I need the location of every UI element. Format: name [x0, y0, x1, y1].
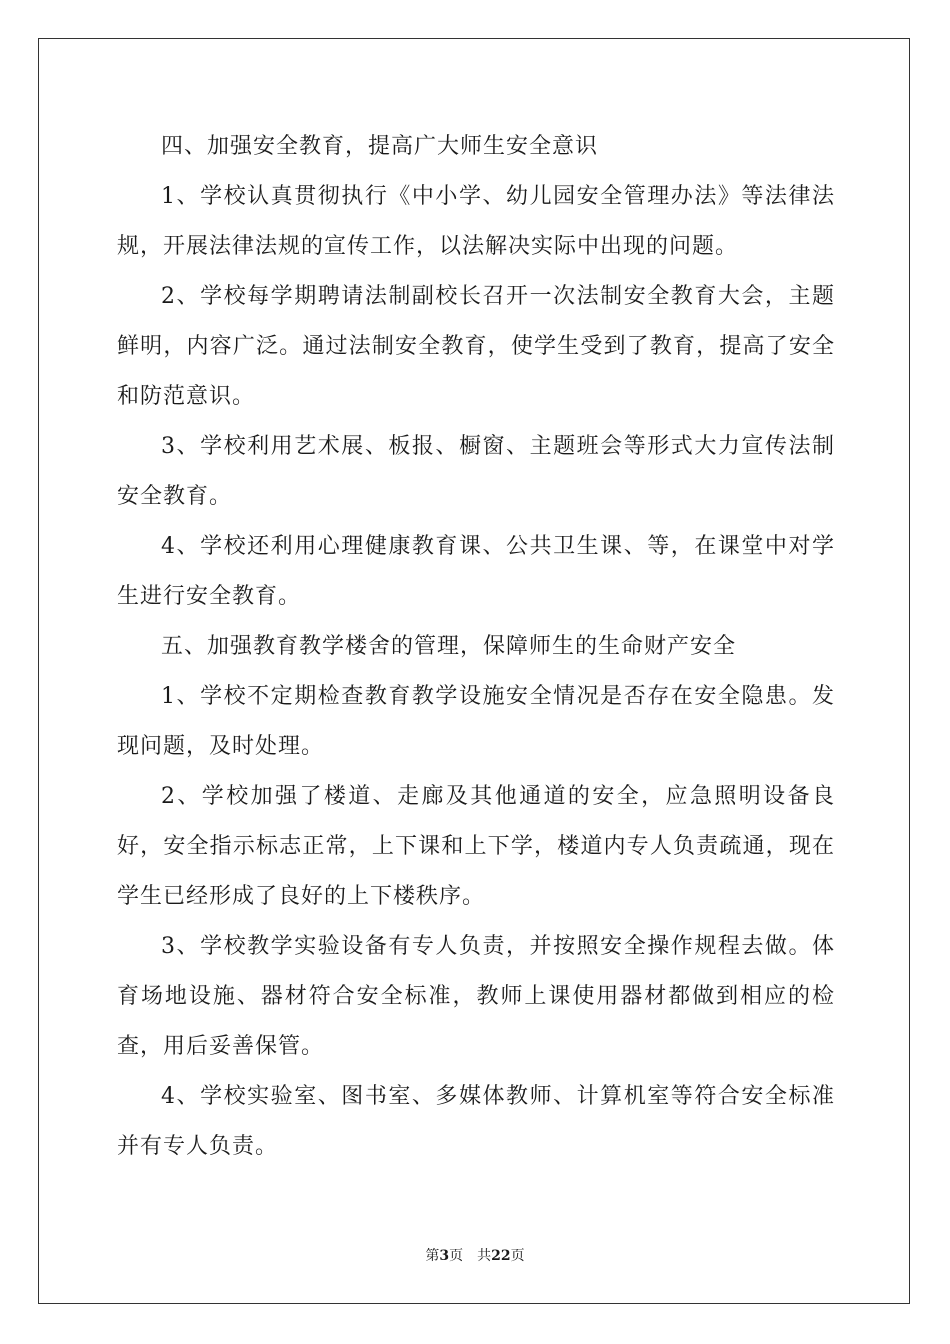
paragraph: 1、学校不定期检查教育教学设施安全情况是否存在安全隐患。发现问题，及时处理。 [117, 684, 835, 759]
page-suffix: 页 [449, 1248, 464, 1264]
paragraph: 3、学校教学实验设备有专人负责，并按照安全操作规程去做。体育场地设施、器材符合安全标准，教师上课使用器材都做到相应的检查，用后妥善保管。 [117, 934, 835, 1059]
paragraph: 1、学校认真贯彻执行《中小学、幼儿园安全管理办法》等法律法规，开展法律法规的宣传工作，以法解决实际中出现的问题。 [117, 184, 835, 259]
total-pages: 22 [491, 1248, 511, 1264]
paragraph: 3、学校利用艺术展、板报、橱窗、主题班会等形式大力宣传法制安全教育。 [117, 434, 835, 509]
page-footer [0, 1246, 950, 1266]
paragraph: 4、学校实验室、图书室、多媒体教师、计算机室等符合安全标准并有专人负责。 [117, 1084, 835, 1159]
paragraph: 2、学校每学期聘请法制副校长召开一次法制安全教育大会，主题鲜明，内容广泛。通过法制安全教育，使学生受到了教育，提高了安全和防范意识。 [117, 284, 835, 409]
total-suffix: 页 [510, 1248, 525, 1264]
paragraph: 4、学校还利用心理健康教育课、公共卫生课、等，在课堂中对学生进行安全教育。 [117, 534, 835, 609]
document-body [117, 122, 835, 1172]
page-number: 3 [439, 1248, 450, 1264]
page-prefix: 第 [425, 1248, 440, 1264]
total-prefix: 共 [477, 1248, 492, 1264]
section-heading-4: 四、加强安全教育，提高广大师生安全意识 [161, 134, 599, 159]
paragraph: 2、学校加强了楼道、走廊及其他通道的安全，应急照明设备良好，安全指示标志正常，上下课和上下学，楼道内专人负责疏通，现在学生已经形成了良好的上下楼秩序。 [117, 784, 835, 909]
section-heading-5: 五、加强教育教学楼舍的管理，保障师生的生命财产安全 [161, 634, 737, 659]
